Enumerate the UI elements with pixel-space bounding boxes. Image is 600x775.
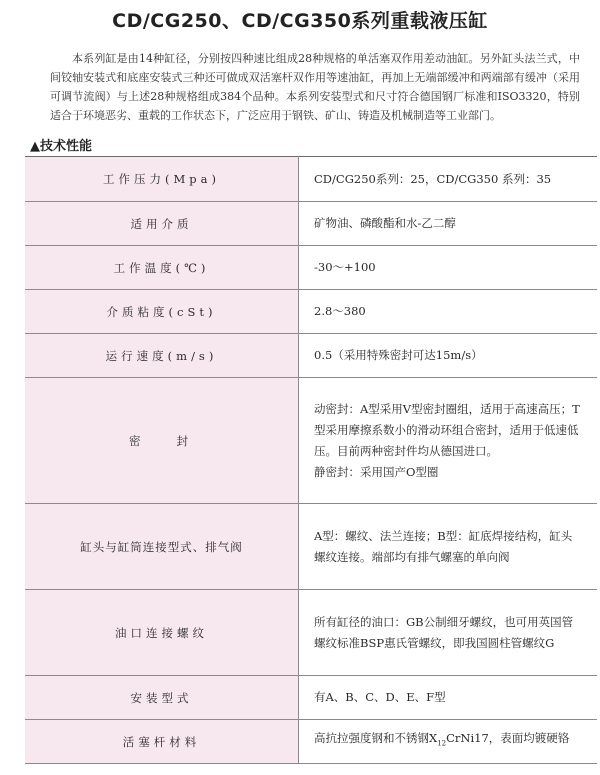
spec-label: 密封 [25, 378, 299, 504]
spec-value: 矿物油、磷酸酯和水-乙二醇 [299, 202, 598, 246]
spec-table [25, 156, 597, 764]
rod-material-text-tail: CrNi17，表面均镀硬铬 [446, 731, 570, 746]
spec-label: 安装型式 [25, 676, 299, 720]
spec-value: 2.8～380 [299, 290, 598, 334]
spec-label: 适用介质 [25, 202, 299, 246]
spec-value: 有A、B、C、D、E、F型 [299, 676, 598, 720]
spec-value: 所有缸径的油口：GB公制细牙螺纹，也可用英国管螺纹标准BSP惠氏管螺纹，即我国圆柱管螺纹G [299, 590, 598, 676]
spec-row-connection [25, 504, 597, 590]
spec-label: 油口连接螺纹 [25, 590, 299, 676]
intro-paragraph: 本系列缸是由14种缸径，分别按四种速比组成28种规格的单活塞双作用差动油缸。另外缸头法兰式，中间铰轴安装式和底座安装式三种还可做成双活塞杆双作用等速油缸，再加上无端部缓冲和两端部有缓冲（采用可调节流阀）与上述28种规格组成384个品种。本系列安装型式和尺寸符合德国钢厂标准和ISO3320，特别适合于环境恶劣、重载的工作状态下，广泛应用于钢铁、矿山、铸造及机械制造等工业部门。 [50, 52, 580, 122]
spec-row-temperature [25, 246, 597, 290]
spec-label: 缸头与缸筒连接型式、排气阀 [25, 504, 299, 590]
spec-value [299, 378, 598, 504]
static-seal-text: 静密封：采用国产O型圈 [314, 464, 439, 479]
spec-label: 运行速度(m/s) [25, 334, 299, 378]
page-title: CD/CG250、CD/CG350系列重载液压缸 [112, 10, 488, 32]
rod-material-text: 高抗拉强度钢和不锈钢X [314, 731, 438, 746]
spec-row-port-thread [25, 590, 597, 676]
rod-material-subscript: 12 [437, 739, 447, 748]
spec-value: 0.5（采用特殊密封可达15m/s） [299, 334, 598, 378]
spec-label: 工作压力(Mpa) [25, 157, 299, 202]
spec-label: 活塞杆材料 [25, 720, 299, 764]
section-heading: ▲技术性能 [30, 139, 92, 154]
spec-value: CD/CG250系列：25，CD/CG350 系列：35 [299, 157, 598, 202]
spec-value: -30～+100 [299, 246, 598, 290]
spec-value: A型：螺纹、法兰连接；B型：缸底焊接结构，缸头螺纹连接。端部均有排气螺塞的单向阀 [299, 504, 598, 590]
spec-row-rod-material [25, 720, 597, 764]
spec-row-medium [25, 202, 597, 246]
dynamic-seal-text: 动密封：A型采用V型密封圈组，适用于高速高压；T型采用摩擦系数小的滑动环组合密封，适用于低速低压。目前两种密封件均从德国进口。 [314, 401, 580, 458]
spec-row-speed [25, 334, 597, 378]
spec-value [299, 720, 598, 764]
spec-label: 工作温度(℃) [25, 246, 299, 290]
spec-row-mounting [25, 676, 597, 720]
spec-row-viscosity [25, 290, 597, 334]
spec-row-pressure [25, 157, 597, 202]
spec-label: 介质粘度(cSt) [25, 290, 299, 334]
spec-row-seal [25, 378, 597, 504]
